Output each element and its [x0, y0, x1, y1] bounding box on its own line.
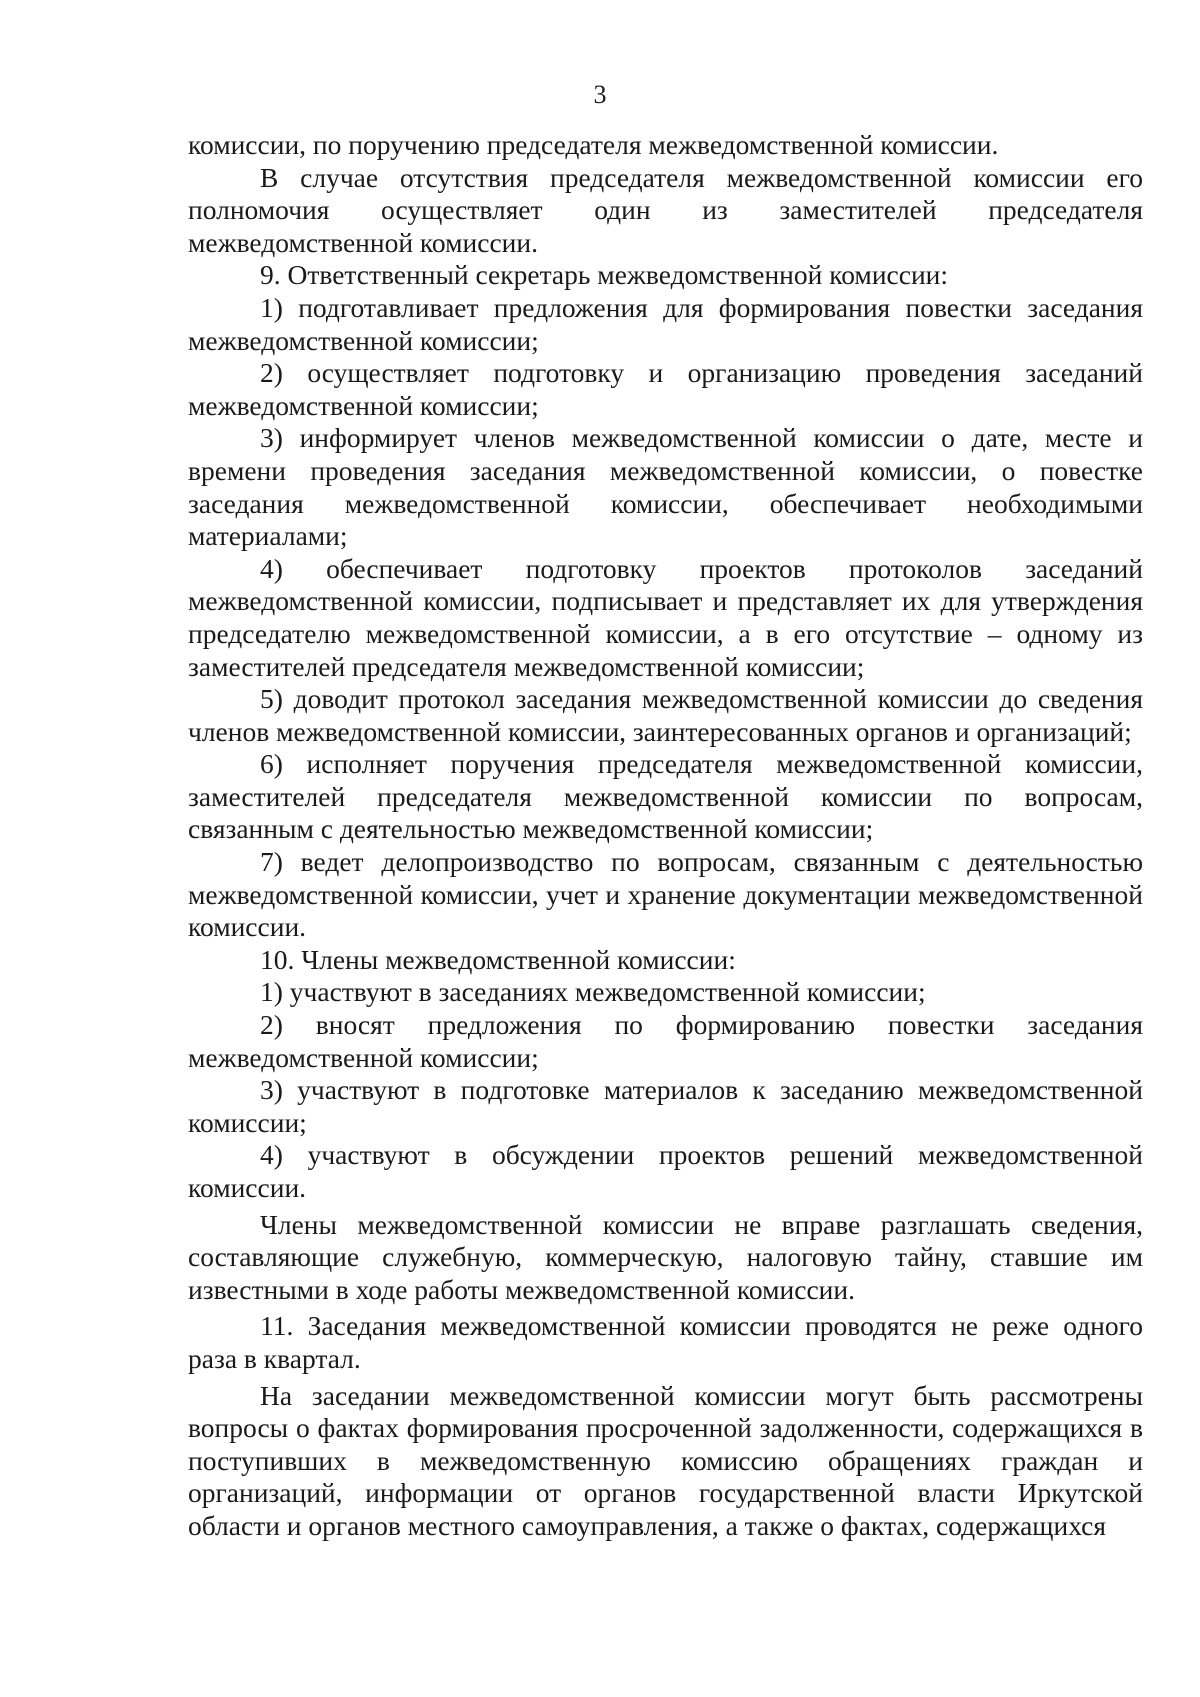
list-item-10-1: 1) участвуют в заседаниях межведомственной комиссии;	[260, 976, 926, 1008]
list-item-10-2: 2) вносят предложения по формированию повестки заседания межведомственной комиссии;	[188, 1009, 1143, 1073]
paragraph-chair-absence: В случае отсутствия председателя межведомственной комиссии его полномочия осуществляет один из заместителей председателя межведомственной комиссии.	[188, 161, 1143, 258]
paragraph-10-heading: 10. Члены межведомственной комиссии:	[260, 943, 736, 975]
paragraph-meeting-topics: На заседании межведомственной комиссии могут быть рассмотрены вопросы о фактах формирования просроченной задолженности, содержащихся в поступивших в межведомственную комиссию обращениях граждан и организаций, информации от органов государственной власти Иркутской области и органов местного самоуправления, а также о фактах, содержащихся	[188, 1379, 1143, 1541]
list-item-9-3: 3) информирует членов межведомственной комиссии о дате, месте и времени проведения заседания межведомственной комиссии, о повестке заседания межведомственной комиссии, обеспечивает необходимыми материалами;	[188, 422, 1143, 552]
list-item-9-7: 7) ведет делопроизводство по вопросам, связанным с деятельностью межведомственной комиссии, учет и хранение документации межведомственной комиссии.	[188, 846, 1143, 943]
list-item-9-6: 6) исполняет поручения председателя межведомственной комиссии, заместителей председателя межведомственной комиссии по вопросам, связанным с деятельностью межведомственной комиссии;	[188, 748, 1143, 845]
paragraph-confidentiality: Члены межведомственной комиссии не вправе разглашать сведения, составляющие служебную, коммерческую, налоговую тайну, ставшие им известными в ходе работы межведомственной комиссии.	[188, 1208, 1143, 1305]
paragraph-11-meetings: 11. Заседания межведомственной комиссии проводятся не реже одного раза в квартал.	[188, 1310, 1143, 1374]
list-item-9-5: 5) доводит протокол заседания межведомственной комиссии до сведения членов межведомственной комиссии, заинтересованных органов и организаций;	[188, 683, 1143, 747]
list-item-9-4: 4) обеспечивает подготовку проектов протоколов заседаний межведомственной комиссии, подписывает и представляет их для утверждения председателю межведомственной комиссии, а в его отсутствие – одному из заместителей председателя межведомственной комиссии;	[188, 552, 1143, 682]
page-number: 3	[593, 80, 607, 109]
list-item-9-2: 2) осуществляет подготовку и организацию проведения заседаний межведомственной комиссии;	[188, 357, 1143, 421]
list-item-9-1: 1) подготавливает предложения для формирования повестки заседания межведомственной комиссии;	[188, 291, 1143, 356]
document-body	[188, 129, 1143, 1543]
list-item-10-3: 3) участвуют в подготовке материалов к заседанию межведомственной комиссии;	[188, 1074, 1143, 1138]
paragraph-9-heading: 9. Ответственный секретарь межведомственной комиссии:	[260, 259, 949, 291]
list-item-10-4: 4) участвуют в обсуждении проектов решений межведомственной комиссии.	[188, 1139, 1143, 1203]
paragraph-continuation: комиссии, по поручению председателя межведомственной комиссии.	[188, 129, 999, 160]
